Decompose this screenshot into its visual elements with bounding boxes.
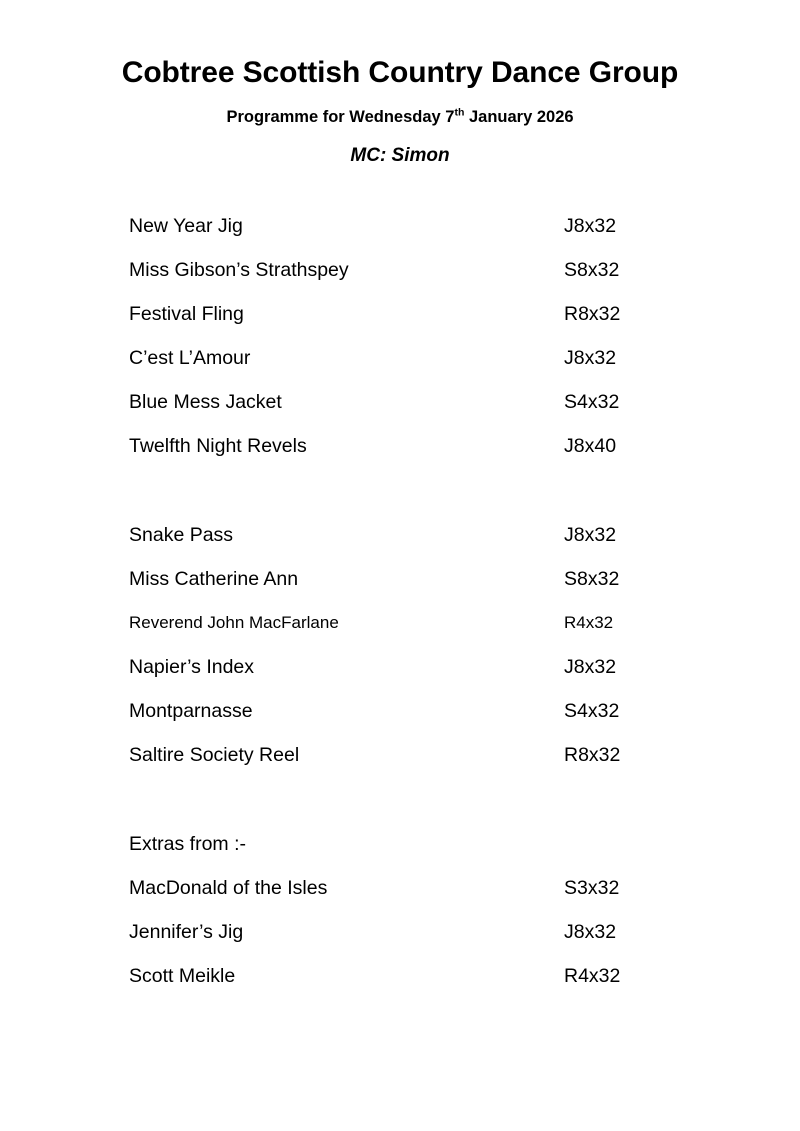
mc-line: MC: Simon bbox=[350, 145, 450, 166]
dance-name: Festival Fling bbox=[129, 303, 244, 325]
programme-row bbox=[0, 380, 800, 424]
dance-name: MacDonald of the Isles bbox=[129, 877, 328, 899]
programme-date-suffix: January 2026 bbox=[464, 108, 574, 126]
programme-date-prefix: Programme for Wednesday 7 bbox=[226, 108, 455, 126]
programme-date-ordinal: th bbox=[454, 106, 465, 119]
dance-code: R8x32 bbox=[564, 303, 621, 325]
dance-name: Napier’s Index bbox=[129, 656, 255, 678]
dance-code: J8x32 bbox=[564, 347, 617, 369]
programme-row bbox=[0, 424, 800, 468]
programme-section bbox=[0, 822, 800, 998]
dance-name: Miss Catherine Ann bbox=[129, 568, 299, 590]
programme-row bbox=[0, 689, 800, 733]
programme-row bbox=[0, 910, 800, 954]
dance-code: S3x32 bbox=[564, 877, 620, 899]
programme-row bbox=[0, 248, 800, 292]
dance-name: Montparnasse bbox=[129, 700, 253, 722]
programme-section bbox=[0, 204, 800, 468]
page-title: Cobtree Scottish Country Dance Group bbox=[121, 56, 679, 89]
dance-code: J8x40 bbox=[564, 435, 617, 457]
dance-code: R8x32 bbox=[564, 744, 621, 766]
dance-name: Extras from :- bbox=[129, 833, 247, 855]
dance-code: S4x32 bbox=[564, 700, 620, 722]
programme-date-line bbox=[0, 92, 800, 128]
dance-code: J8x32 bbox=[564, 215, 617, 237]
dance-code: J8x32 bbox=[564, 656, 617, 678]
dance-code: J8x32 bbox=[564, 921, 617, 943]
programme-row bbox=[0, 336, 800, 380]
dance-name: Reverend John MacFarlane bbox=[129, 613, 339, 632]
dance-code: R4x32 bbox=[564, 965, 621, 987]
programme-row bbox=[0, 601, 800, 645]
programme-row bbox=[0, 733, 800, 777]
dance-code: S8x32 bbox=[564, 568, 620, 590]
dance-code: S4x32 bbox=[564, 391, 620, 413]
programme-row bbox=[0, 513, 800, 557]
document-header bbox=[0, 0, 800, 168]
programme-row bbox=[0, 557, 800, 601]
dance-code: R4x32 bbox=[564, 613, 614, 632]
programme-label-row bbox=[0, 822, 800, 866]
programme-row bbox=[0, 866, 800, 910]
dance-code: S8x32 bbox=[564, 259, 620, 281]
programme-row bbox=[0, 204, 800, 248]
dance-name: Jennifer’s Jig bbox=[129, 921, 244, 943]
dance-name: Miss Gibson’s Strathspey bbox=[129, 259, 349, 281]
dance-name: Twelfth Night Revels bbox=[129, 435, 307, 457]
programme-list bbox=[0, 168, 800, 998]
dance-name: Snake Pass bbox=[129, 524, 234, 546]
dance-code: J8x32 bbox=[564, 524, 617, 546]
dance-name: Scott Meikle bbox=[129, 965, 236, 987]
dance-name: Blue Mess Jacket bbox=[129, 391, 282, 413]
programme-row bbox=[0, 645, 800, 689]
dance-name: Saltire Society Reel bbox=[129, 744, 300, 766]
programme-row bbox=[0, 954, 800, 998]
programme-section bbox=[0, 513, 800, 777]
dance-name: C’est L’Amour bbox=[129, 347, 251, 369]
programme-row bbox=[0, 292, 800, 336]
dance-name: New Year Jig bbox=[129, 215, 243, 237]
